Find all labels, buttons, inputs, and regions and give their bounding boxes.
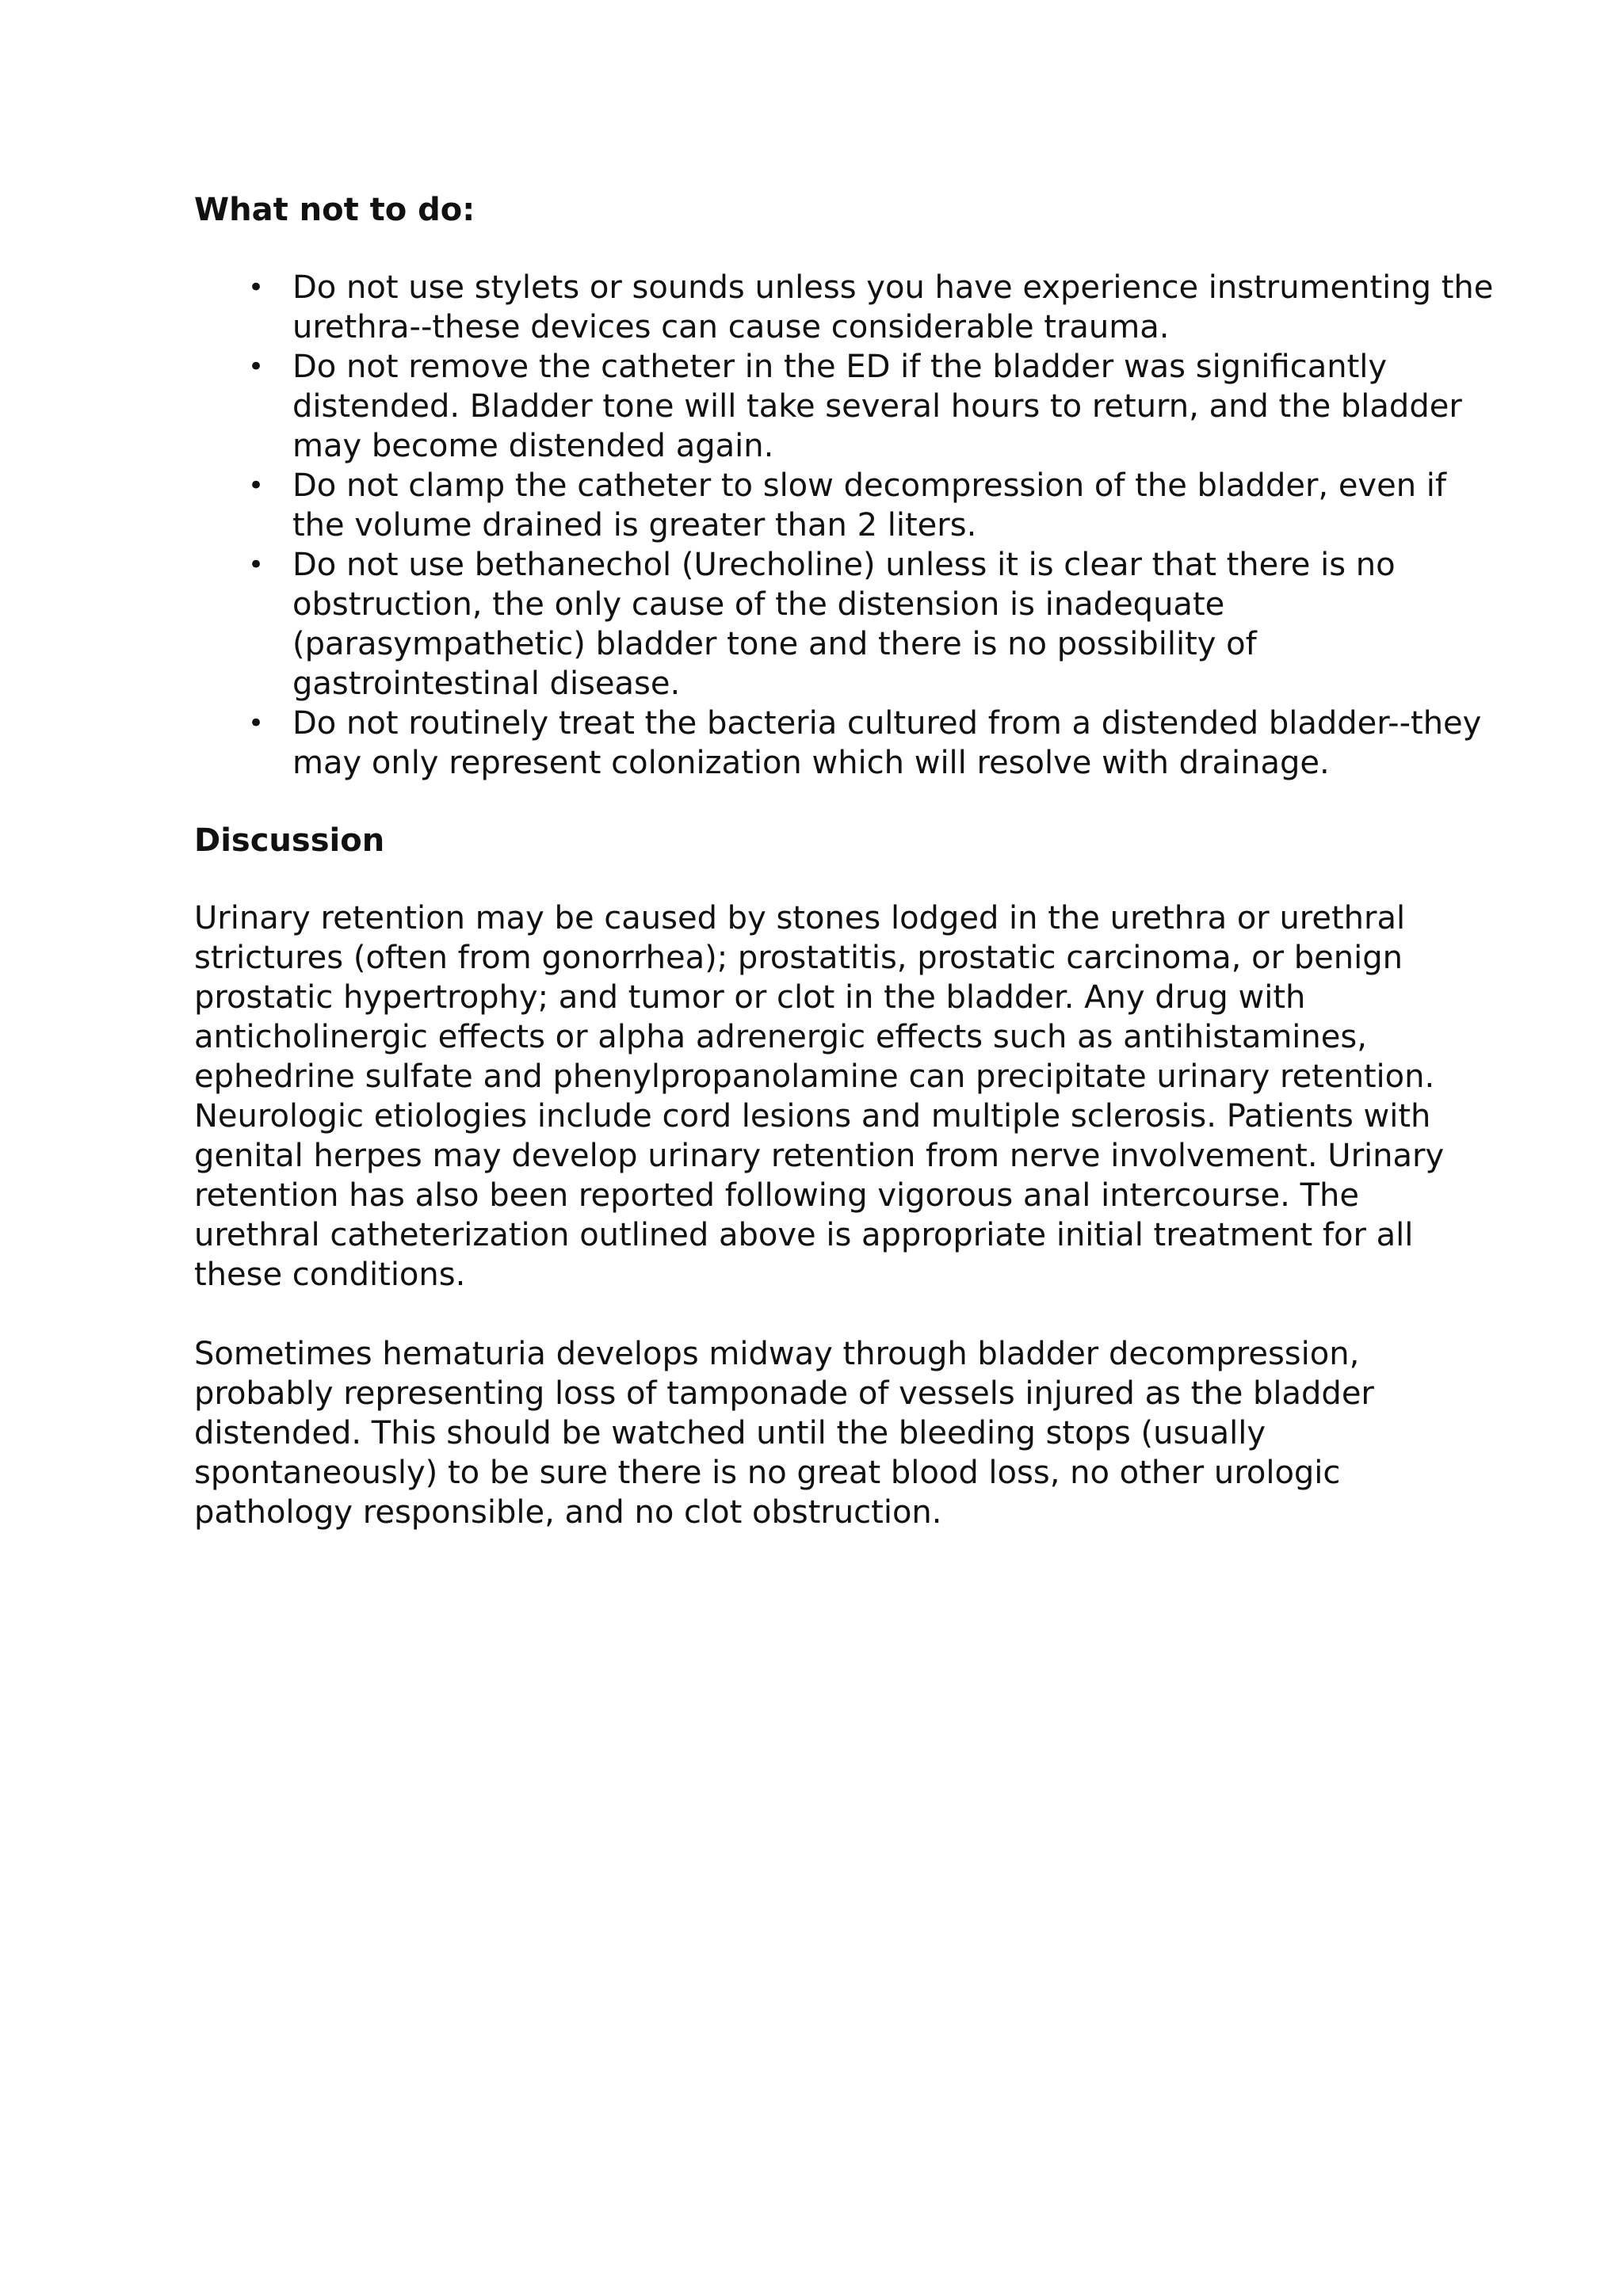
discussion-paragraph-1: Urinary retention may be caused by stones lodged in the urethra or urethral strictures (often from gonorrhea); prostatitis, prostatic carcinoma, or benign prostatic hypertrophy; and tumor or clot in the bladder. Any drug with anticholinergic effects or alpha adrenergic effects such as antihistamines, ephedrine sulfate and phenylpropanolamine can precipitate urinary retention. Neurologic etiologies include cord lesions and multiple sclerosis. Patients with genital herpes may develop urinary retention from nerve involvement. Urinary retention has also been reported following vigorous anal intercourse. The urethral catheterization outlined above is appropriate initial treatment for all these conditions. — [194, 900, 1445, 1293]
what-not-to-do-list — [194, 268, 1494, 783]
section-heading-discussion: Discussion — [194, 822, 385, 859]
document-page — [194, 190, 1494, 1572]
bullet-icon: • — [248, 272, 265, 303]
list-item-text: Do not use bethanechol (Urecholine) unless it is clear that there is no obstruction, the only cause of the distension is inadequate (parasympathetic) bladder tone and there is no possibility of gastrointestinal disease. — [292, 547, 1396, 702]
bullet-icon: • — [248, 470, 265, 502]
list-item — [194, 466, 1494, 545]
list-item-text: Do not clamp the catheter to slow decompression of the bladder, even if the volume drained is greater than 2 liters. — [292, 467, 1446, 543]
bullet-icon: • — [248, 351, 265, 383]
list-item-text: Do not remove the catheter in the ED if the bladder was significantly distended. Bladder tone will take several hours to return, and the bladder may become distended again. — [292, 349, 1462, 464]
section-heading-what-not-to-do: What not to do: — [194, 192, 475, 228]
list-item — [194, 347, 1494, 466]
list-item — [194, 704, 1494, 783]
list-item-text: Do not use stylets or sounds unless you have experience instrumenting the urethra--these devices can cause considerable trauma. — [292, 269, 1494, 345]
list-item — [194, 268, 1494, 347]
bullet-icon: • — [248, 549, 265, 581]
bullet-icon: • — [248, 707, 265, 739]
discussion-paragraph-2: Sometimes hematuria develops midway through bladder decompression, probably representing loss of tamponade of vessels injured as the bladder distended. This should be watched until the bleeding stops (usually spontaneously) to be sure there is no great blood loss, no other urologic pathology responsible, and no clot obstruction. — [194, 1336, 1374, 1531]
list-item — [194, 545, 1494, 704]
list-item-text: Do not routinely treat the bacteria cultured from a distended bladder--they may only represent colonization which will resolve with drainage. — [292, 705, 1482, 781]
